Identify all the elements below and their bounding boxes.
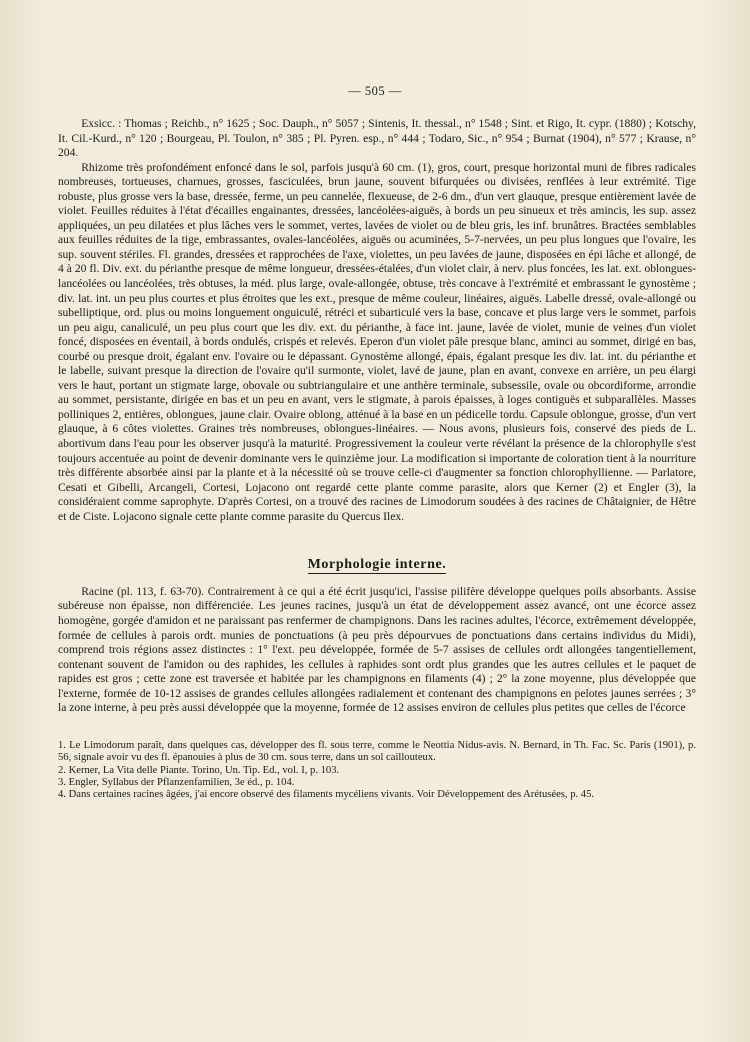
exsiccata-paragraph: Exsicc. : Thomas ; Reichb., n° 1625 ; Soc. Dauph., n° 5057 ; Sintenis, It. thessal., n° 1548 ; Sint. et Rigo, It. cypr. (1880) ; Kotschy, It. Cil.-Kurd., n° 120 ; Bourgeau, Pl. Toulon, n° 385 ; Pl. Pyren. esp., n° 444 ; Todaro, Sic., n° 954 ; Burnat (1904), n° 577 ; Krause, n° 204. bbox=[58, 117, 696, 160]
footnote-1: 1. Le Limodorum paraît, dans quelques cas, développer des fl. sous terre, comme le Neottia Nidus-avis. N. Bernard, in Th. Fac. Sc. Paris (1901), p. 56, signale avoir vu des fl. épanouies à plus de 30 cm. sous terre, dans un sol caillouteux. bbox=[58, 739, 696, 764]
page-number: — 505 — bbox=[348, 84, 402, 98]
footnote-2: 2. Kerner, La Vita delle Piante. Torino, Un. Tip. Ed., vol. I, p. 103. bbox=[58, 764, 340, 776]
footnote-3: 3. Engler, Syllabus der Pflanzenfamilien, 3e éd., p. 104. bbox=[58, 777, 295, 788]
footnotes bbox=[58, 740, 696, 802]
main-text bbox=[58, 117, 696, 802]
description-paragraph: Rhizome très profondément enfoncé dans le sol, parfois jusqu'à 60 cm. (1), gros, court, presque horizontal muni de fibres radicales nombreuses, tortueuses, charnues, grosses, fasciculées, brun jaune, souvent bifurquées ou divisées, renflées à leur extrémité. Tige robuste, plus grosse vers la base, dressée, ferme, un peu cannelée, flexueuse, de 2-6 dm., d'un vert glauque, presque entièrement lavée de violet. Feuilles réduites à l'état d'écailles engainantes, dressées, lancéolées-aiguës, à bords un peu sinueux et très amincis, les sup. assez appliquées, un peu dilatées et plus lâches vers le sommet, vertes, lavées de violet ou de bleu gris, les inf. brunâtres. Bractées semblables aux feuilles réduites de la tige, embrassantes, ovales-lancéolées, aiguës ou acuminées, 5-7-nervées, un peu plus longues que l'ovaire, les sup. souvent stériles. Fl. grandes, dressées et rapprochées de l'axe, violettes, un peu lavées de jaune, disposées en épi lâche et allongé, de 4 à 20 fl. Div. ext. du périanthe presque de même longueur, dressées-étalées, d'un violet clair, à nerv. plus foncées, les lat. ext. oblongues-lancéolées ou lancéolées, très obtuses, la méd. plus large, ovale-allongée, obtuse, très concave à l'extrémité et embrassant le gynostème ; div. lat. int. un peu plus courtes et plus étroites que les ext., presque de même couleur, linéaires, aiguës. Labelle dressé, ovale-allongé ou subelliptique, ord. plus ou moins longuement onguiculé, rétréci et subarticulé vers la base, concave et plus large vers le sommet, parfois un peu aigu, canaliculé, un peu plus court que les div. ext. du périanthe, à face int. jaune, lavée de violet, munie de veines d'un violet foncé, disposées en éventail, à bords ondulés, crispés et relevés. Eperon d'un violet pâle presque blanc, aminci au sommet, dirigé en bas, courbé ou presque droit, égalant env. l'ovaire ou le dépassant. Gynostème allongé, épais, égalant presque les div. lat. int. du périanthe et le labelle, suivant presque la direction de l'ovaire qu'il surmonte, violet, lavé de jaune, plan en avant, convexe en arrière, un peu élargi vers le haut, portant un stigmate large, obovale ou subtriangulaire et une anthère terminale, subsessile, ovale ou obcordiforme, arrondie au sommet, persistante, dirigée en bas et un peu en avant, vers le stigmate, à parois épaisses, à loges contiguës et subparallèles. Masses polliniques 2, entières, oblongues, jaune clair. Ovaire oblong, atténué à la base en un pédicelle tordu. Capsule oblongue, grosse, d'un vert glauque, à 6 côtes violettes. Graines très nombreuses, oblongues-linéaires. — Nous avons, plusieurs fois, conservé des pieds de L. abortivum dans l'eau pour les observer jusqu'à la maturité. Progressivement la couleur verte révélant la présence de la chlorophylle s'est toujours accentuée au point de devenir dominante vers le quinzième jour. La modification si importante de coloration tient à la nourriture très différente absorbée ainsi par la plante et à la nécessité où se trouve celle-ci d'augmenter sa fonction chlorophyllienne. — Parlatore, Cesati et Gibelli, Arcangeli, Cortesi, Lojacono ont regardé cette plante comme parasite, alors que Kerner (2) et Engler (3), la considéraient comme saprophyte. D'après Cortesi, on a trouvé des racines de Limodorum soudées à des racines de Châtaignier, de Hêtre et de Ciste. Lojacono signale cette plante comme parasite du Quercus Ilex. bbox=[58, 160, 696, 523]
section-heading bbox=[58, 558, 696, 573]
internal-morphology-paragraph: Racine (pl. 113, f. 63-70). Contrairement à ce qui a été écrit jusqu'ici, l'assise pilifère développe quelques poils absorbants. Assise subéreuse non épaisse, non différenciée. Les jeunes racines, jusqu'à un état de développement assez avancé, ont une écorce assez homogène, gorgée d'amidon et ne paraissant pas renfermer de champignons. Dans les racines adultes, l'écorce, extrêmement développée, formée de cellules à parois ordt. munies de ponctuations (à peu près dépourvues de ponctuations dans certains individus du Midi), comprend trois régions assez distinctes : 1° l'ext. peu développée, formée de 5-7 assises de cellules ordt allongées tangentiellement, contenant souvent de l'amidon ou des raphides, les cellules à raphides sont ordt plus grandes que les autres cellules et le paquet de rapides est gros ; cette zone est traversée et habitée par les champignons en filaments (4) ; 2° la zone moyenne, plus développée que l'externe, formée de 10-12 assises de grandes cellules allongées radialement et contenant des champignons en pelotes jaunes serrées ; 3° la zone interne, à peu près aussi développée que la moyenne, formée de 12 assises environ de cellules plus petites que celles de l'écorce bbox=[58, 584, 696, 715]
section-title: Morphologie interne. bbox=[307, 557, 447, 573]
footnote-4: 4. Dans certaines racines âgées, j'ai encore observé des filaments mycéliens vivants. Voir Développement des Arétusées, p. 45. bbox=[58, 789, 595, 801]
